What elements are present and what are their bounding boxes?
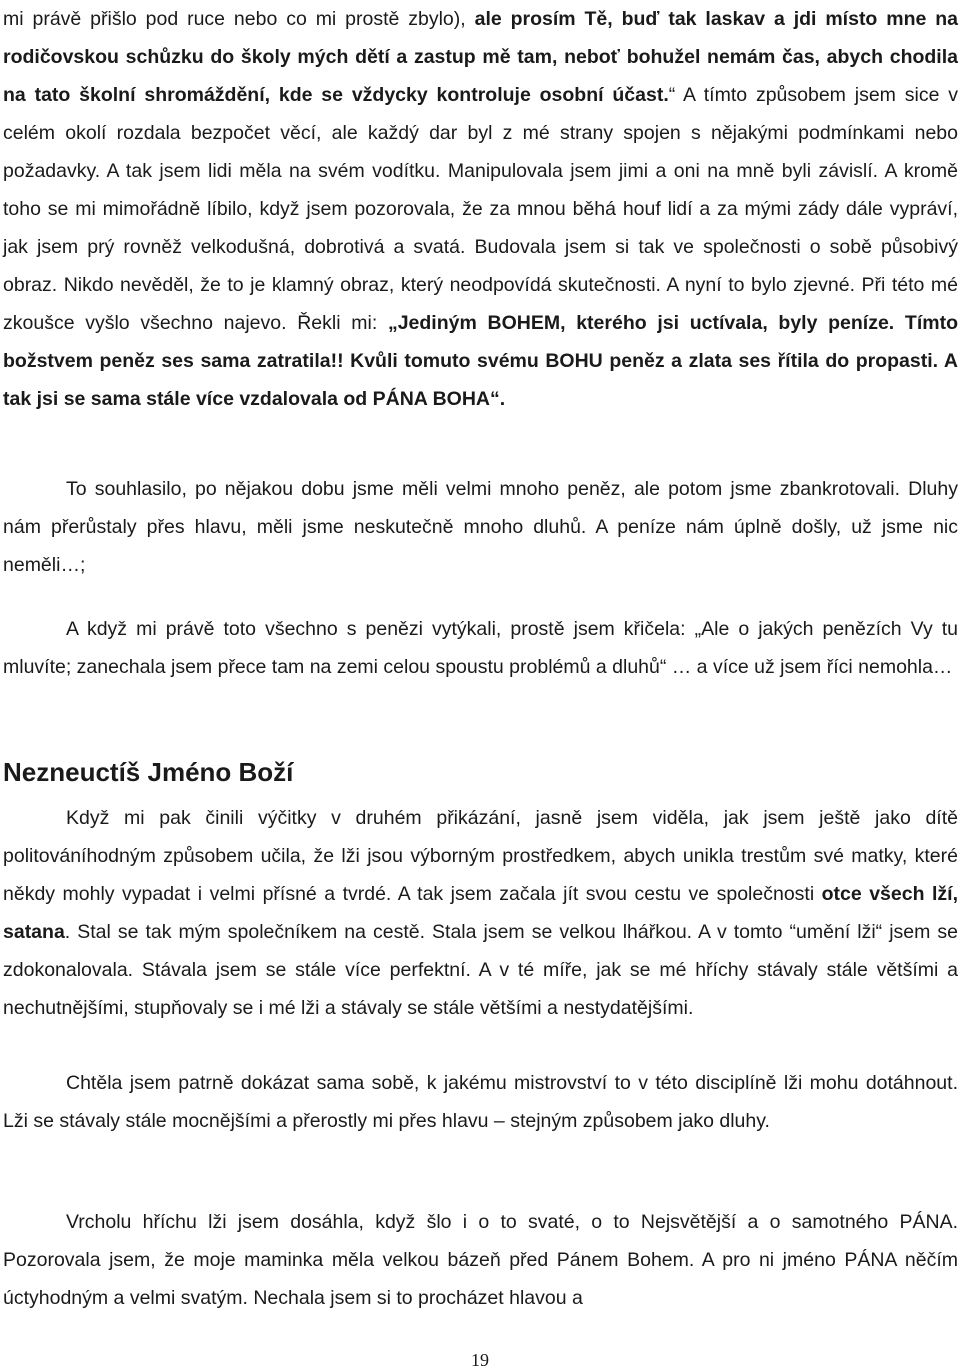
p1-bold-2: „Jediným BOHEM, kterého jsi uctívala, byly peníze. Tímto božstvem peněz ses sama zatratila!! Kvůli tomuto svému BOHU peněz a zlata ses řítila do propasti. A tak jsi se sama stále více vzdalovala od PÁNA BOHA xyxy=(3,312,958,410)
p1-bold-3: “. xyxy=(490,388,506,410)
p4-text-1: Když mi pak činili výčitky v druhém přikázání, jasně jsem viděla, jak jsem ještě jako dítě politováníhodným způsobem učila, že lži jsou výborným prostředkem, abych unikla trestům své matky, které někdy mohly vypadat i velmi přísné a tvrdé. A tak jsem začala jít svou cestu ve společnosti xyxy=(3,807,958,905)
paragraph-4 xyxy=(3,799,958,1027)
paragraph-5: Chtěla jsem patrně dokázat sama sobě, k jakému mistrovství to v této disciplíně lži mohu dotáhnout. Lži se stávaly stále mocnějšími a přerostly mi přes hlavu – stejným způsobem jako dluhy. xyxy=(3,1072,958,1132)
section-heading: Nezneuctíš Jméno Boží xyxy=(3,757,294,787)
p1-bold-1: ale prosím Tě, buď tak laskav a jdi místo mne na rodičovskou schůzku do školy mých dětí a zastup mě tam, neboť bohužel nemám čas, abych chodila na tato školní shromáždění, kde se vždycky kontroluje osobní účast. xyxy=(3,8,958,106)
p4-text-2: . Stal se tak mým společníkem na cestě. Stala jsem se velkou lhářkou. A v tomto “umění lži“ jsem se zdokonalovala. Stávala jsem se stále více perfektní. A v té míře, jak se mé hříchy stávaly stále většími a nechutnějšími, stupňovaly se i mé lži a stávaly se stále většími a nestydatějšími. xyxy=(3,921,958,1019)
paragraph-2: To souhlasilo, po nějakou dobu jsme měli velmi mnoho peněz, ale potom jsme zbankrotovali. Dluhy nám přerůstaly přes hlavu, měli jsme neskutečně mnoho dluhů. A peníze nám úplně došly, už jsme nic neměli…; xyxy=(3,478,958,576)
paragraph-6: Vrcholu hříchu lži jsem dosáhla, když šlo i o to svaté, o to Nejsvětější a o samotného PÁNA. Pozorovala jsem, že moje maminka měla velkou bázeň před Pánem Bohem. A pro ni jméno PÁNA něčím úctyhodným a velmi svatým. Nechala jsem si to procházet hlavou a xyxy=(3,1211,958,1309)
paragraph-1 xyxy=(3,0,958,418)
paragraph-3: A když mi právě toto všechno s penězi vytýkali, prostě jsem křičela: „Ale o jakých penězích Vy tu mluvíte; zanechala jsem přece tam na zemi celou spoustu problémů a dluhů“ … a více už jsem říci nemohla… xyxy=(3,618,958,678)
p4-bold-1: otce všech lží, satana xyxy=(3,883,958,943)
p1-text-1: mi právě přišlo pod ruce nebo co mi prostě zbylo), xyxy=(3,8,475,30)
page-number: 19 xyxy=(471,1350,489,1370)
p1-text-2: “ A tímto způsobem jsem sice v celém okolí rozdala bezpočet věcí, ale každý dar byl z mé strany spojen s nějakými podmínkami nebo požadavky. A tak jsem lidi měla na svém vodítku. Manipulovala jsem jimi a oni na mně byli závislí. A kromě toho se mi mimořádně líbilo, když jsem pozorovala, že za mnou běhá houf lidí a za mými zády dále vypráví, jak jsem prý rovněž velkodušná, dobrotivá a svatá. Budovala jsem si tak ve společnosti o sobě působivý obraz. Nikdo nevěděl, že to je klamný obraz, který neodpovídá skutečnosti. A nyní to bylo zjevné. Při této mé zkoušce vyšlo všechno najevo. Řekli mi: xyxy=(3,84,959,334)
